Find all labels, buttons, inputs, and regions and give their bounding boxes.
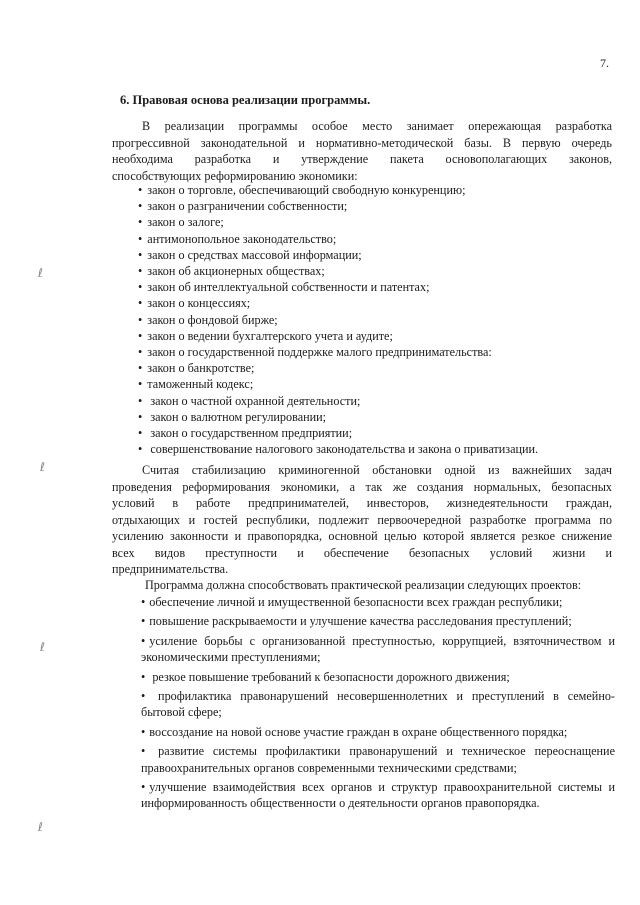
- paragraph-line: способствующих реформированию экономики:: [112, 168, 358, 183]
- paragraph-line: усилению законности и правопорядка, основной целью которой является резкое снижение: [112, 529, 612, 543]
- list-item: • антимонопольное законодательство;: [138, 231, 538, 247]
- paragraph-line: условий в работе предпринимателей, инвесторов, жизнедеятельности граждан,: [112, 496, 612, 510]
- list-item: • повышение раскрываемости и улучшение качества расследования преступлений;: [141, 613, 615, 629]
- paragraph-line: всех видов преступности и обеспечение безопасных условий жизни и: [112, 545, 612, 560]
- paragraph-line: необходима разработка и утверждение пакета основополагающих законов,: [112, 152, 612, 166]
- binding-hole-mark: ℓ: [38, 820, 43, 834]
- list-item: • резкое повышение требований к безопасности дорожного движения;: [141, 669, 615, 685]
- list-item: • закон о средствах массовой информации;: [138, 247, 538, 263]
- paragraph-line: Считая стабилизацию криминогенной обстановки одной из важнейших задач: [142, 463, 612, 477]
- binding-hole-mark: ℓ: [38, 266, 43, 280]
- list-item: • усиление борьбы с организованной преступностью, коррупцией, взяточничеством и экономическими преступлениями;: [141, 633, 615, 666]
- list-item: • закон о ведении бухгалтерского учета и аудите;: [138, 328, 538, 344]
- section-heading: 6. Правовая основа реализации программы.: [120, 93, 371, 107]
- projects-intro: Программа должна способствовать практической реализации следующих проектов:: [145, 578, 582, 592]
- paragraph-line: отдыхающих и гостей республики, подлежит первоочередной разработке программа по: [112, 512, 612, 527]
- list-item: • обеспечение личной и имущественной безопасности всех граждан республики;: [141, 594, 615, 610]
- paragraph-stabilization: [112, 462, 612, 578]
- laws-list: [138, 182, 538, 457]
- paragraph-intro: [112, 118, 612, 184]
- page-number: 7.: [600, 56, 609, 70]
- list-item: • закон об интеллектуальной собственности и патентах;: [138, 279, 538, 295]
- list-item: • закон о валютном регулировании;: [138, 409, 538, 425]
- list-item: • закон о государственном предприятии;: [138, 425, 538, 441]
- list-item: • закон о разграничении собственности;: [138, 198, 538, 214]
- list-item: • закон о банкротстве;: [138, 360, 538, 376]
- list-item: • профилактика правонарушений несовершеннолетних и преступлений в семейно-бытовой сфере;: [141, 688, 615, 721]
- list-item: • закон о государственной поддержке малого предпринимательства:: [138, 344, 538, 360]
- binding-hole-mark: ℓ: [40, 460, 45, 474]
- list-item: • закон о частной охранной деятельности;: [138, 393, 538, 409]
- projects-list: [141, 594, 615, 815]
- list-item: • закон о залоге;: [138, 214, 538, 230]
- list-item: • улучшение взаимодействия всех органов и структур правоохранительной системы и информированность общественности о деятельности органов правопорядка.: [141, 779, 615, 812]
- list-item: • таможенный кодекс;: [138, 376, 538, 392]
- list-item: • воссоздание на новой основе участие граждан в охране общественного порядка;: [141, 724, 615, 740]
- list-item: • закон о концессиях;: [138, 295, 538, 311]
- list-item: • закон о торговле, обеспечивающий свободную конкуренцию;: [138, 182, 538, 198]
- paragraph-line: предпринимательства.: [112, 562, 229, 576]
- list-item: • совершенствование налогового законодательства и закона о приватизации.: [138, 441, 538, 457]
- paragraph-line: прогрессивной законодательной и нормативно-методической базы. В первую очередь: [112, 135, 612, 150]
- list-item: • закон об акционерных обществах;: [138, 263, 538, 279]
- paragraph-line: проведения реформирования экономики, а так же создания нормальных, безопасных: [112, 479, 612, 494]
- list-item: • развитие системы профилактики правонарушений и техническое переоснащение правоохранительных органов современными техническими средствами;: [141, 743, 615, 776]
- binding-hole-mark: ℓ: [40, 640, 45, 654]
- list-item: • закон о фондовой бирже;: [138, 312, 538, 328]
- paragraph-line: В реализации программы особое место занимает опережающая разработка: [142, 119, 612, 133]
